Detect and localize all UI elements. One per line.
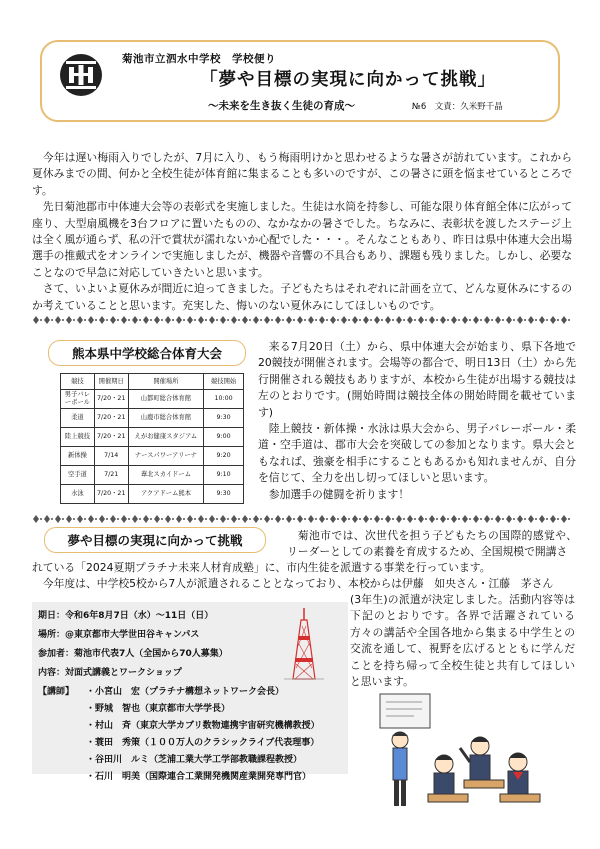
lecturer-item: ・石川 明美（国際連合工業開発機関産業開発専門官） [86,772,312,782]
table-cell: 7/20・21 [94,485,128,504]
dream-paragraph-3: 今年度は、中学校5校から7人が派遣されることとなっており、本校からは伊藤 如央さん・江藤 茅さん [42,577,554,590]
table-row [61,466,244,485]
table-cell: 新体操 [61,447,95,466]
newsletter-title: 「夢や目標の実現に向かって挑戦」 [200,70,496,90]
table-cell: 9:00 [204,428,244,447]
table-cell: アクアドーム熊本 [128,485,203,504]
event-participants: 参加者：菊池市代表7人（全国から70人募集） [38,649,228,659]
table-header-cell: 競技開始 [204,374,244,390]
table-cell: 7/21 [94,466,128,485]
sports-paragraph-3: 参加選手の健闘を祈ります！ [268,487,410,501]
diamond-divider-icon [32,513,572,525]
lecturer-item: ・野城 智也（東京都市大学学長） [86,704,231,714]
table-cell: 10:00 [204,390,244,409]
dream-paragraph-1: 菊池市では、次世代を担う子どもたちの国際的感覚や、リーダーとしての素養を育成するため、全国規模で開講さ [287,529,577,559]
table-cell: 7/20・21 [94,390,128,409]
table-cell: 柔道 [61,409,95,428]
event-date: 期日：令和6年8月7日（水）～11日（日） [38,611,214,621]
intro-paragraph-2: 先日菊池郡市中体連大会等の表彰式を実施しました。生徒は水筒を持参し、可能な限り体育館全体に広がって座り、大型扇風機を3台フロアに置いたものの、なかなかの暑さでした。ちなみに、表彰状を渡したステージ上は全く風が通らず、私の汗で賞状が濡れないか心配でした・・・。そんなこともあり、昨日は県中体連大会出場選手の推戴式をオンラインで実施しましたが、機器や音響の不具合もあり、課題も残りました。しかし、必要なことなので早急に対応していきたいと思います。 [32,200,572,279]
sports-paragraph-2: 陸上競技・新体操・水泳は県大会から、男子バレーボール・柔道・空手道は、郡市大会を突破しての参加となります。県大会ともなれば、強豪を相手にすることもあるかも知れませんが、自分を信じて、全力を出し切ってほしいと思います。 [258,422,576,485]
table-row [61,447,244,466]
table-row [61,485,244,504]
table-row [61,428,244,447]
newsletter-subtitle: ～未来を生き抜く生徒の育成～ [208,100,355,112]
event-content: 内容：対面式講義とワークショップ [38,668,182,678]
lecturer-item: ・小宮山 宏（プラチナ構想ネットワーク会長） [86,687,285,697]
sports-paragraph-1: 来る7月20日（土）から、県中体連大会が始まり、県下各地で20競技が開催されます。会場等の都合で、明日13日（土）から先行開催される競技もありますが、本校から生徒が出場する競技は左のとおりです。(開始時間は競技全体の開始時間を載せています) [258,340,576,419]
diamond-divider-icon [32,314,572,326]
lecturers-label: 【講師】 [38,687,75,697]
table-cell: ナースパワーアリーナ [128,447,203,466]
sports-section-heading: 熊本県中学校総合体育大会 [48,340,246,366]
table-cell: 9:10 [204,466,244,485]
table-cell: 葦北スカイドーム [128,466,203,485]
event-place: 場所：@東京都市大学世田谷キャンパス [38,630,200,640]
lecturer-item: ・谷田川 ルミ（芝浦工業大学工学部教職課程教授） [86,755,303,765]
table-cell: 9:30 [204,485,244,504]
school-emblem-icon [58,52,104,98]
table-cell: 陸上競技 [61,428,95,447]
lecturer-item: ・蓑田 秀策（１００万人のクラシックライブ代表理事） [86,738,320,748]
tokyo-tower-icon [280,606,328,681]
divider [32,513,572,525]
table-header-cell: 競技 [61,374,95,390]
dream-paragraph-4: (3年生)の派遣が決定しました。活動内容等は下記のとおりです。各界で活躍されている方々の講話や全国各地から集まる中学生との交流を通して、視野を広げるとともに学んだことを持ち帰って全校生徒と共有してほしいと思います。 [350,593,575,689]
table-cell: 7/20・21 [94,428,128,447]
table-row [61,409,244,428]
table-cell: 山都町総合体育館 [128,390,203,409]
table-header-cell: 開催場所 [128,374,203,390]
table-cell: 男子バレーボール [61,390,95,409]
table-cell: 7/20・21 [94,409,128,428]
lecturer-item: ・村山 斉（東京大学カブリ数物連携宇宙研究機構教授） [86,721,320,731]
competition-schedule-table [60,373,244,504]
sports-section-text [258,339,576,503]
intro-paragraph-3: さて、いよいよ夏休みが間近に迫ってきました。子どもたちはそれぞれに計画を立て、どんな夏休みにするのか考えていることと思います。充実した、悔いのない夏休みにしてほしいものです。 [32,282,572,312]
dream-paragraph-2: れている「2024夏期プラチナ未来人材育成塾」に、市内生徒を派遣する事業を行っています。 [32,561,491,574]
table-cell: 9:30 [204,409,244,428]
school-name: 菊池市立泗水中学校 学校便り [122,53,276,65]
table-header-row [61,374,244,390]
table-cell: 空手道 [61,466,95,485]
dream-section-heading: 夢や目標の実現に向かって挑戦 [44,527,266,553]
issue-number: №6 文責：久米野千晶 [412,102,503,112]
table-cell: 7/14 [94,447,128,466]
table-cell: 山鹿市総合体育館 [128,409,203,428]
table-row [61,390,244,409]
table-header-cell: 開催期日 [94,374,128,390]
table-cell: えがお健康スタジアム [128,428,203,447]
divider [32,314,572,326]
table-cell: 9:20 [204,447,244,466]
table-cell: 水泳 [61,485,95,504]
intro-paragraph-1: 今年は遅い梅雨入りでしたが、7月に入り、もう梅雨明けかと思わせるような暑さが訪れています。これから夏休みまでの間、何かと全校生徒が体育館に集まることも多いのですが、この暑さに頭を悩ませているところです。 [32,151,572,197]
intro-section [32,150,572,314]
classroom-illustration-icon [372,690,552,818]
